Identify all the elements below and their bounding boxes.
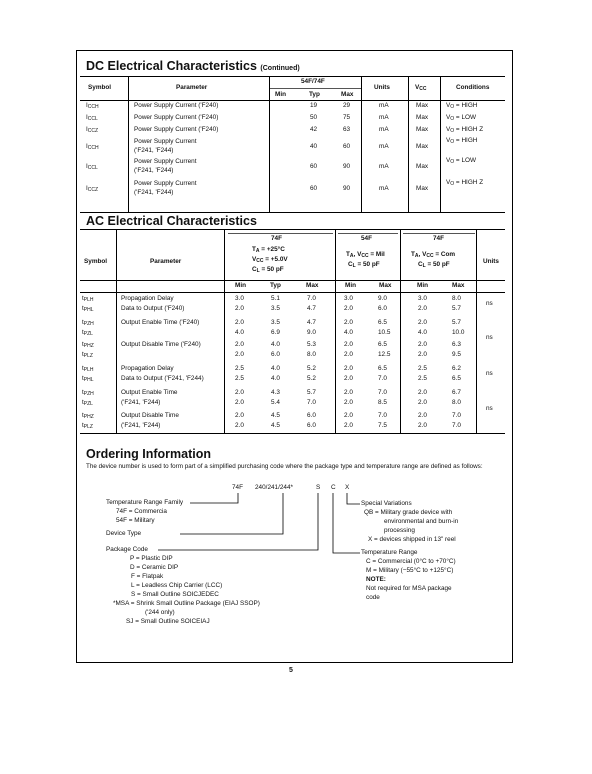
ac-group1-title: 74F — [271, 235, 283, 242]
dc-row-typ: 40 — [310, 143, 318, 150]
dc-row-parameter: Power Supply Current — [134, 180, 197, 187]
ac-cell-value: 6.5 — [452, 375, 461, 382]
ac-row-symbol-2: tPLZ — [82, 351, 93, 359]
ac-cell-value: 5.2 — [307, 365, 316, 372]
ac-cell-value: 2.0 — [418, 412, 427, 419]
ac-cell-value: 2.0 — [344, 341, 353, 348]
dc-row-conditions: VO = LOW — [446, 157, 476, 165]
dc-row-parameter: Power Supply Current ('F240) — [134, 102, 219, 109]
ac-sub-max-3: Max — [452, 282, 465, 289]
ac-cell-value: 2.0 — [344, 422, 353, 429]
pkg-s: S = Small Outline SOICJEDEC — [131, 591, 219, 598]
dc-row-parameter-2: ('F241, 'F244) — [134, 189, 174, 196]
ac-row-units: ns — [486, 300, 493, 307]
dc-header-max: Max — [341, 91, 354, 98]
ac-cell-value: 4.0 — [418, 329, 427, 336]
dc-row-symbol: ICCZ — [86, 126, 99, 134]
dc-row-vcc: Max — [416, 114, 429, 121]
ac-cell-value: 2.0 — [418, 422, 427, 429]
temp-family-54f: 54F = Military — [116, 517, 155, 524]
dc-row-parameter: Power Supply Current ('F240) — [134, 114, 219, 121]
ac-sub-min: Min — [235, 282, 247, 289]
dc-header-conditions: Conditions — [456, 84, 490, 91]
ac-cell-value: 2.0 — [344, 365, 353, 372]
ac-cell-value: 4.0 — [344, 329, 353, 336]
ac-row-symbol-1: tPLH — [82, 365, 94, 373]
note-line-2: code — [366, 594, 380, 601]
ac-cell-value: 6.2 — [452, 365, 461, 372]
ac-cell-value: 2.0 — [418, 351, 427, 358]
ac-cell-value: 9.0 — [307, 329, 316, 336]
ac-row-symbol-2: tPHL — [82, 305, 94, 313]
ac-group3-ta: TA, VCC = Com — [411, 251, 456, 259]
ac-sub-min-2: Min — [345, 282, 357, 289]
dc-row-conditions: VO = HIGH — [446, 102, 478, 110]
ac-row-parameter: Propagation Delay — [121, 295, 174, 302]
ac-cell-value: 4.0 — [271, 365, 280, 372]
ac-cell-value: 2.0 — [344, 305, 353, 312]
dc-row-units: mA — [379, 102, 389, 109]
dc-row-parameter-2: ('F241, 'F244) — [134, 147, 174, 154]
ac-cell-value: 6.0 — [307, 422, 316, 429]
ac-cell-value: 3.5 — [271, 319, 280, 326]
ordering-paragraph: The device number is used to form part of a simplified purchasing code where the package type and temperature range are defined as follows: — [86, 463, 483, 470]
ac-row-symbol-2: tPZL — [82, 399, 93, 407]
ac-cell-value: 7.0 — [452, 422, 461, 429]
ac-cell-value: 5.7 — [452, 319, 461, 326]
dc-row-conditions: VO = HIGH — [446, 137, 478, 145]
ac-cell-value: 2.0 — [344, 412, 353, 419]
ac-cell-value: 6.5 — [378, 319, 387, 326]
ac-cell-value: 2.0 — [344, 389, 353, 396]
ac-cell-value: 2.0 — [235, 305, 244, 312]
dc-header-parameter: Parameter — [176, 84, 208, 91]
ac-cell-value: 4.3 — [271, 389, 280, 396]
dc-row-symbol: ICCH — [86, 102, 99, 110]
dc-row-max: 75 — [343, 114, 351, 121]
ac-section-title: AC Electrical Characteristics — [86, 214, 257, 228]
dc-row-max: 63 — [343, 126, 351, 133]
ac-row-symbol-2: tPLZ — [82, 422, 93, 430]
ac-row-symbol-1: tPZH — [82, 389, 94, 397]
ac-header-parameter: Parameter — [150, 258, 182, 265]
ac-cell-value: 10.5 — [378, 329, 391, 336]
code-special: X — [345, 484, 350, 491]
ac-row-parameter-2: Data to Output ('F241, 'F244) — [121, 375, 204, 382]
dc-row-typ: 19 — [310, 102, 318, 109]
special-qb-3: processing — [384, 527, 415, 534]
ac-row-units: ns — [486, 405, 493, 412]
ac-group2-cl: CL = 50 pF — [348, 261, 380, 269]
ac-cell-value: 2.5 — [235, 375, 244, 382]
ac-group3-title: 74F — [433, 235, 445, 242]
ac-cell-value: 4.0 — [271, 375, 280, 382]
note-label: NOTE: — [366, 576, 386, 583]
ac-cell-value: 2.0 — [418, 389, 427, 396]
ac-cell-value: 3.0 — [344, 295, 353, 302]
page-number: 5 — [289, 667, 293, 674]
ac-cell-value: 7.0 — [378, 412, 387, 419]
ac-cell-value: 8.0 — [452, 399, 461, 406]
pkg-f: F = Flatpak — [131, 573, 164, 580]
dc-row-typ: 60 — [310, 185, 318, 192]
dc-row-symbol: ICCH — [86, 143, 99, 151]
ac-cell-value: 6.3 — [452, 341, 461, 348]
ac-cell-value: 6.0 — [271, 351, 280, 358]
ac-sub-min-3: Min — [417, 282, 429, 289]
package-code-label: Package Code — [106, 546, 148, 553]
dc-row-vcc: Max — [416, 143, 429, 150]
dc-row-parameter-2: ('F241, 'F244) — [134, 167, 174, 174]
ac-cell-value: 2.0 — [344, 319, 353, 326]
dc-header-group: 54F/74F — [301, 78, 325, 85]
ac-cell-value: 9.0 — [378, 295, 387, 302]
ac-row-parameter-2: ('F241, 'F244) — [121, 399, 161, 406]
special-qb: QB = Military grade device with — [364, 509, 453, 516]
ac-group1-ta: TA = +25°C — [252, 246, 285, 254]
ac-sub-max-2: Max — [379, 282, 392, 289]
ac-cell-value: 6.5 — [378, 365, 387, 372]
special-variations-label: Special Variations — [361, 500, 412, 507]
dc-row-conditions: VO = LOW — [446, 114, 476, 122]
ac-row-parameter-2: ('F241, 'F244) — [121, 422, 161, 429]
ac-cell-value: 2.5 — [235, 365, 244, 372]
dc-row-max: 29 — [343, 102, 351, 109]
pkg-p: P = Plastic DIP — [130, 555, 173, 562]
ac-cell-value: 8.0 — [307, 351, 316, 358]
ac-cell-value: 7.0 — [378, 375, 387, 382]
ac-cell-value: 4.0 — [235, 329, 244, 336]
ac-cell-value: 4.5 — [271, 422, 280, 429]
ac-row-parameter-2: Data to Output ('F240) — [121, 305, 185, 312]
ac-cell-value: 2.0 — [344, 351, 353, 358]
ac-cell-value: 2.0 — [235, 389, 244, 396]
ac-cell-value: 12.5 — [378, 351, 391, 358]
ac-cell-value: 2.0 — [235, 412, 244, 419]
dc-row-max: 60 — [343, 143, 351, 150]
ac-cell-value: 8.0 — [452, 295, 461, 302]
ac-cell-value: 2.5 — [418, 375, 427, 382]
ac-cell-value: 9.5 — [452, 351, 461, 358]
ac-cell-value: 7.0 — [378, 389, 387, 396]
pkg-d: D = Ceramic DIP — [130, 564, 179, 571]
dc-header-vcc: VCC — [415, 84, 427, 92]
dc-row-typ: 60 — [310, 163, 318, 170]
ordering-title: Ordering Information — [86, 447, 211, 461]
dc-row-vcc: Max — [416, 126, 429, 133]
dc-row-parameter: Power Supply Current ('F240) — [134, 126, 219, 133]
ac-cell-value: 6.0 — [378, 305, 387, 312]
dc-row-parameter: Power Supply Current — [134, 158, 197, 165]
ac-row-units: ns — [486, 334, 493, 341]
ac-cell-value: 7.0 — [307, 399, 316, 406]
ac-sub-typ: Typ — [270, 282, 281, 289]
ac-sub-max: Max — [306, 282, 319, 289]
ac-row-parameter: Propagation Delay — [121, 365, 174, 372]
ac-row-parameter: Output Enable Time — [121, 389, 178, 396]
dc-row-typ: 50 — [310, 114, 318, 121]
special-x: X = devices shipped in 13" reel — [368, 536, 456, 543]
temp-family-label: Temperature Range Family — [106, 499, 184, 506]
dc-row-conditions: VO = HIGH Z — [446, 126, 484, 134]
ac-cell-value: 2.5 — [418, 365, 427, 372]
ac-cell-value: 5.2 — [307, 375, 316, 382]
ac-cell-value: 6.7 — [452, 389, 461, 396]
ac-cell-value: 5.7 — [452, 305, 461, 312]
dc-row-units: mA — [379, 143, 389, 150]
ac-cell-value: 2.0 — [235, 399, 244, 406]
dc-row-typ: 42 — [310, 126, 318, 133]
ac-row-parameter: Output Enable Time ('F240) — [121, 319, 200, 326]
ac-cell-value: 3.0 — [235, 295, 244, 302]
code-prefix: 74F — [232, 484, 244, 491]
ac-cell-value: 7.0 — [452, 412, 461, 419]
ac-row-symbol-1: tPHZ — [82, 341, 94, 349]
pkg-msa-note: ('244 only) — [145, 609, 175, 616]
temp-range-label: Temperature Range — [361, 549, 418, 556]
ac-cell-value: 6.5 — [378, 341, 387, 348]
ac-cell-value: 4.7 — [307, 305, 316, 312]
ac-cell-value: 5.4 — [271, 399, 280, 406]
dc-row-symbol: ICCL — [86, 163, 98, 171]
ac-row-symbol-2: tPZL — [82, 329, 93, 337]
temp-family-74f: 74F = Commercia — [116, 508, 167, 515]
ac-cell-value: 8.5 — [378, 399, 387, 406]
ac-cell-value: 2.0 — [235, 341, 244, 348]
ac-cell-value: 3.5 — [271, 305, 280, 312]
ac-cell-value: 10.0 — [452, 329, 465, 336]
pkg-sj: SJ = Small Outline SOICEIAJ — [126, 618, 210, 625]
dc-header-min: Min — [275, 91, 287, 98]
ac-cell-value: 7.0 — [307, 295, 316, 302]
temp-range-m: M = Military (−55°C to +125°C) — [366, 567, 454, 574]
ac-row-symbol-1: tPHZ — [82, 412, 94, 420]
ac-group2-title: 54F — [361, 235, 373, 242]
ac-row-symbol-2: tPHL — [82, 375, 94, 383]
ac-header-symbol: Symbol — [84, 258, 108, 265]
pkg-msa: *MSA = Shrink Small Outline Package (EIAJ SSOP) — [113, 600, 260, 607]
dc-row-units: mA — [379, 126, 389, 133]
ac-cell-value: 2.0 — [418, 319, 427, 326]
ac-cell-value: 2.0 — [235, 319, 244, 326]
ac-cell-value: 4.5 — [271, 412, 280, 419]
dc-header-symbol: Symbol — [88, 84, 112, 91]
ac-cell-value: 4.0 — [271, 341, 280, 348]
code-temp: C — [331, 484, 336, 491]
ac-group1-vcc: VCC = +5.0V — [252, 256, 288, 264]
dc-row-vcc: Max — [416, 102, 429, 109]
ac-row-parameter: Output Disable Time ('F240) — [121, 341, 201, 348]
device-type-label: Device Type — [106, 530, 142, 537]
ac-cell-value: 4.7 — [307, 319, 316, 326]
dc-header-units: Units — [374, 84, 390, 91]
special-qb-2: environmental and burn-in — [384, 518, 459, 525]
ac-cell-value: 2.0 — [344, 399, 353, 406]
dc-row-units: mA — [379, 114, 389, 121]
dc-row-symbol: ICCZ — [86, 185, 99, 193]
ac-cell-value: 5.1 — [271, 295, 280, 302]
ac-row-parameter: Output Disable Time — [121, 412, 179, 419]
code-device: 240/241/244* — [255, 484, 294, 491]
dc-row-parameter: Power Supply Current — [134, 138, 197, 145]
ac-row-units: ns — [486, 370, 493, 377]
dc-row-symbol: ICCL — [86, 114, 98, 122]
ac-header-units: Units — [483, 258, 499, 265]
ac-cell-value: 2.0 — [418, 341, 427, 348]
ac-group2-ta: TA, VCC = Mil — [346, 251, 385, 259]
dc-row-units: mA — [379, 185, 389, 192]
ac-cell-value: 3.0 — [418, 295, 427, 302]
ac-cell-value: 2.0 — [235, 422, 244, 429]
ac-cell-value: 2.0 — [418, 399, 427, 406]
ac-cell-value: 7.5 — [378, 422, 387, 429]
dc-row-conditions: VO = HIGH Z — [446, 179, 484, 187]
dc-row-vcc: Max — [416, 163, 429, 170]
ac-row-symbol-1: tPLH — [82, 295, 94, 303]
dc-header-typ: Typ — [309, 91, 320, 98]
ac-cell-value: 5.3 — [307, 341, 316, 348]
dc-row-max: 90 — [343, 185, 351, 192]
ac-cell-value: 2.0 — [344, 375, 353, 382]
ac-cell-value: 2.0 — [235, 351, 244, 358]
note-line-1: Not required for MSA package — [366, 585, 452, 592]
ac-cell-value: 5.7 — [307, 389, 316, 396]
dc-row-max: 90 — [343, 163, 351, 170]
pkg-l: L = Leadless Chip Carrier (LCC) — [131, 582, 223, 589]
ac-group3-cl: CL = 50 pF — [418, 261, 450, 269]
dc-section-title: DC Electrical Characteristics (Continued) — [86, 59, 300, 73]
ac-row-symbol-1: tPZH — [82, 319, 94, 327]
dc-row-units: mA — [379, 163, 389, 170]
temp-range-c: C = Commercial (0°C to +70°C) — [366, 558, 456, 565]
dc-row-vcc: Max — [416, 185, 429, 192]
ac-cell-value: 6.9 — [271, 329, 280, 336]
ac-cell-value: 2.0 — [418, 305, 427, 312]
ac-cell-value: 6.0 — [307, 412, 316, 419]
code-package: S — [316, 484, 321, 491]
ac-group1-cl: CL = 50 pF — [252, 266, 284, 274]
